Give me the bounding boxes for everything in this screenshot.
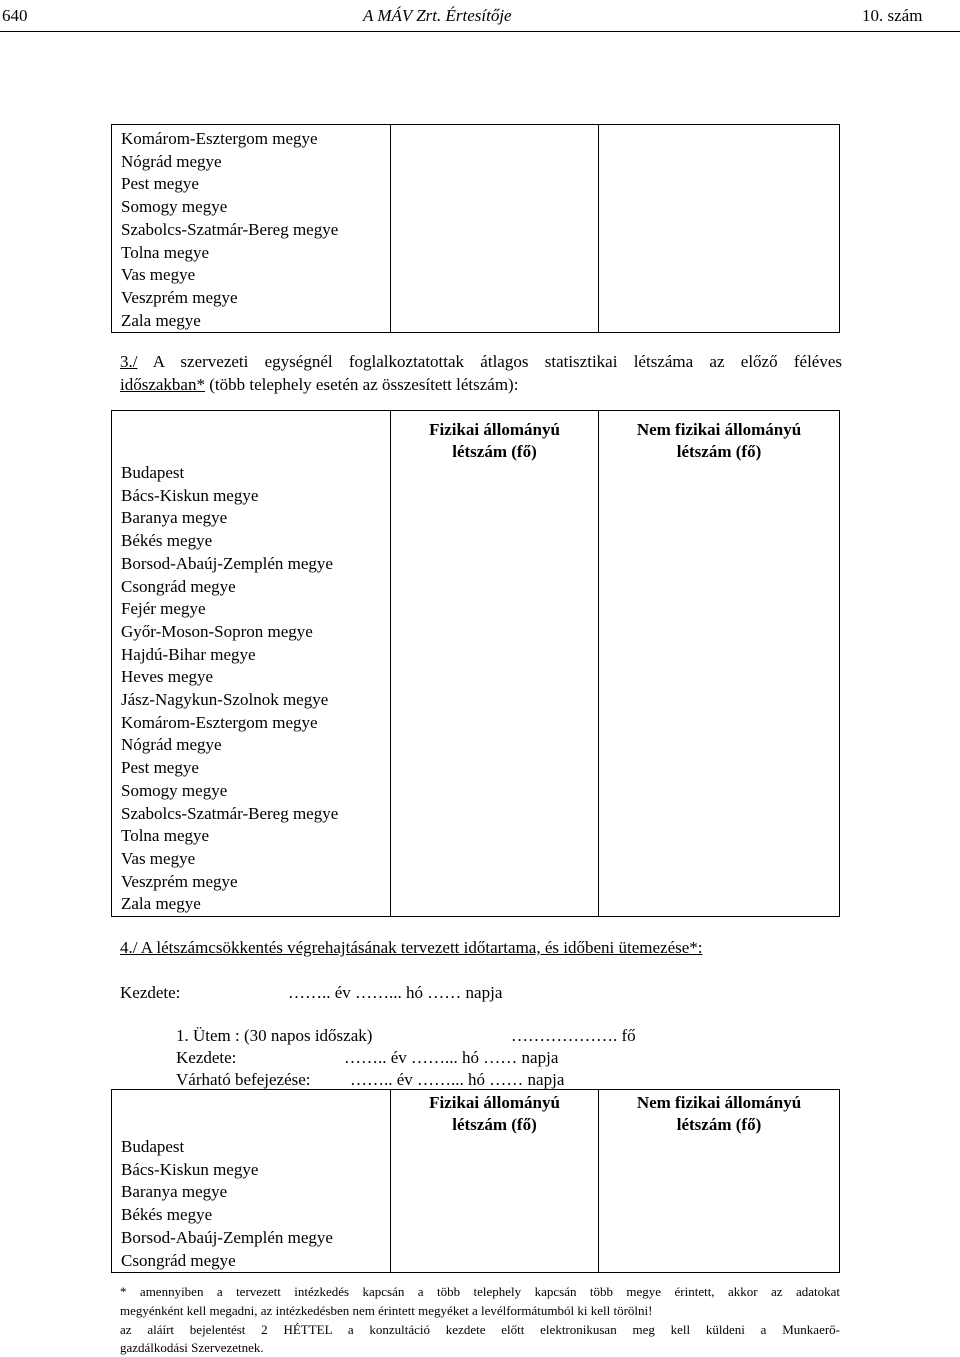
footnote-line-1: * amennyiben a tervezett intézkedés kapcsán a több telephely kapcsán több megye érintett, akkor az adatokat [120, 1284, 840, 1299]
header-line: létszám (fő) [452, 1115, 537, 1134]
county-name: Budapest [121, 1137, 185, 1156]
county-name: Budapest [121, 463, 185, 482]
county-name: Komárom-Esztergom megye [121, 129, 318, 148]
county-name: Tolna megye [121, 826, 210, 846]
start-label: Kezdete: [120, 983, 181, 1002]
phase-start-label: Kezdete: [176, 1048, 237, 1067]
county-name: Bács-Kiskun megye [121, 485, 259, 505]
county-name: Borsod-Abaúj-Zemplén megye [121, 553, 333, 573]
county-name: Győr-Moson-Sopron megye [121, 621, 313, 641]
header-line: Fizikai állományú [429, 1093, 560, 1112]
footnote-line-4: gazdálkodási Szervezetnek. [120, 1340, 264, 1355]
footnote-line-3: az aláírt bejelentést 2 HÉTTEL a konzultáció kezdete előtt elektronikusan meg kell küldeni a Munkaerő- [120, 1322, 840, 1337]
header-line: Nem fizikai állományú [636, 1093, 802, 1112]
physical-column[interactable] [391, 411, 599, 917]
physical-column[interactable] [391, 1090, 599, 1273]
county-column [112, 125, 391, 333]
nonphysical-column[interactable] [599, 411, 840, 917]
county-name: Hajdú-Bihar megye [121, 644, 256, 664]
county-name: Bács-Kiskun megye [121, 1159, 259, 1179]
section-3-number: 3./ [120, 352, 138, 371]
county-name: Szabolcs-Szatmár-Bereg megye [121, 803, 339, 823]
county-list [112, 125, 390, 332]
page-number: 640 [2, 6, 28, 25]
county-name: Borsod-Abaúj-Zemplén megye [121, 1227, 333, 1247]
county-name: Tolna megye [121, 242, 210, 262]
county-name: Fejér megye [121, 599, 206, 619]
county-name: Somogy megye [121, 780, 228, 800]
county-name: Csongrád megye [121, 1250, 236, 1270]
county-name: Veszprém megye [121, 287, 238, 307]
county-name: Békés megye [121, 531, 213, 551]
header-line: Fizikai állományú [429, 420, 560, 439]
county-name: Csongrád megye [121, 576, 236, 596]
county-list [112, 411, 390, 916]
county-name: Zala megye [121, 310, 201, 330]
headcount-table [111, 410, 840, 917]
section-3-line-1 [120, 352, 842, 372]
nonphysical-cell[interactable] [599, 125, 840, 333]
physical-cell[interactable] [391, 125, 599, 333]
section-4-heading: 4./ A létszámcsökkentés végrehajtásának tervezett időtartama, és időbeni ütemezése*: [120, 938, 703, 957]
county-name: Pest megye [121, 758, 199, 778]
phase-label: 1. Ütem : (30 napos időszak) [176, 1026, 373, 1045]
county-name: Nógrád megye [121, 151, 222, 171]
county-name: Békés megye [121, 1205, 213, 1225]
county-name: Nógrád megye [121, 735, 222, 755]
county-name: Baranya megye [121, 1182, 228, 1202]
publication-title: A MÁV Zrt. Értesítője [363, 6, 512, 25]
county-list [112, 1090, 390, 1272]
county-name: Komárom-Esztergom megye [121, 712, 318, 732]
county-name: Heves megye [121, 667, 214, 687]
phase-end-label: Várható befejezése: [176, 1070, 311, 1089]
header-line: Nem fizikai állományú [636, 420, 802, 439]
physical-header [391, 419, 598, 463]
nonphysical-header [599, 1092, 839, 1136]
start-date-field[interactable]: …….. év ……... hó …… napja [288, 983, 503, 1002]
section-3-period: időszakban* [120, 375, 205, 394]
footnote-line-2: megyénként kell megadni, az intézkedésben nem érintett megyéket a levélformátumból ki kell törölni! [120, 1303, 653, 1318]
header-rule [0, 31, 960, 32]
county-table-continued [111, 124, 840, 333]
phase-end-field[interactable]: …….. év ……... hó …… napja [350, 1070, 565, 1089]
header-line: létszám (fő) [676, 442, 762, 461]
county-name: Vas megye [121, 848, 196, 868]
header-line: létszám (fő) [452, 442, 537, 461]
header-line: létszám (fő) [676, 1115, 762, 1134]
county-column [112, 1090, 391, 1273]
section-3-text: A szervezeti egységnél foglalkoztatottak átlagos statisztikai létszáma az előző féléves [137, 352, 842, 371]
county-name: Jász-Nagykun-Szolnok megye [121, 690, 329, 710]
county-column [112, 411, 391, 917]
issue-number: 10. szám [862, 6, 923, 25]
nonphysical-column[interactable] [599, 1090, 840, 1273]
county-name: Veszprém megye [121, 871, 238, 891]
physical-header [391, 1092, 598, 1136]
phase-headcount-table [111, 1089, 840, 1273]
county-name: Zala megye [121, 894, 201, 914]
phase-headcount-field[interactable]: ………………. fő [511, 1026, 636, 1045]
phase-start-field[interactable]: …….. év ……... hó …… napja [344, 1048, 559, 1067]
county-name: Baranya megye [121, 508, 228, 528]
county-name: Szabolcs-Szatmár-Bereg megye [121, 219, 339, 239]
section-3-line-2 [120, 375, 518, 395]
section-3-note: (több telephely esetén az összesített létszám): [204, 375, 519, 394]
county-name: Pest megye [121, 174, 199, 194]
nonphysical-header [599, 419, 839, 463]
county-name: Somogy megye [121, 197, 228, 217]
county-name: Vas megye [121, 265, 196, 285]
